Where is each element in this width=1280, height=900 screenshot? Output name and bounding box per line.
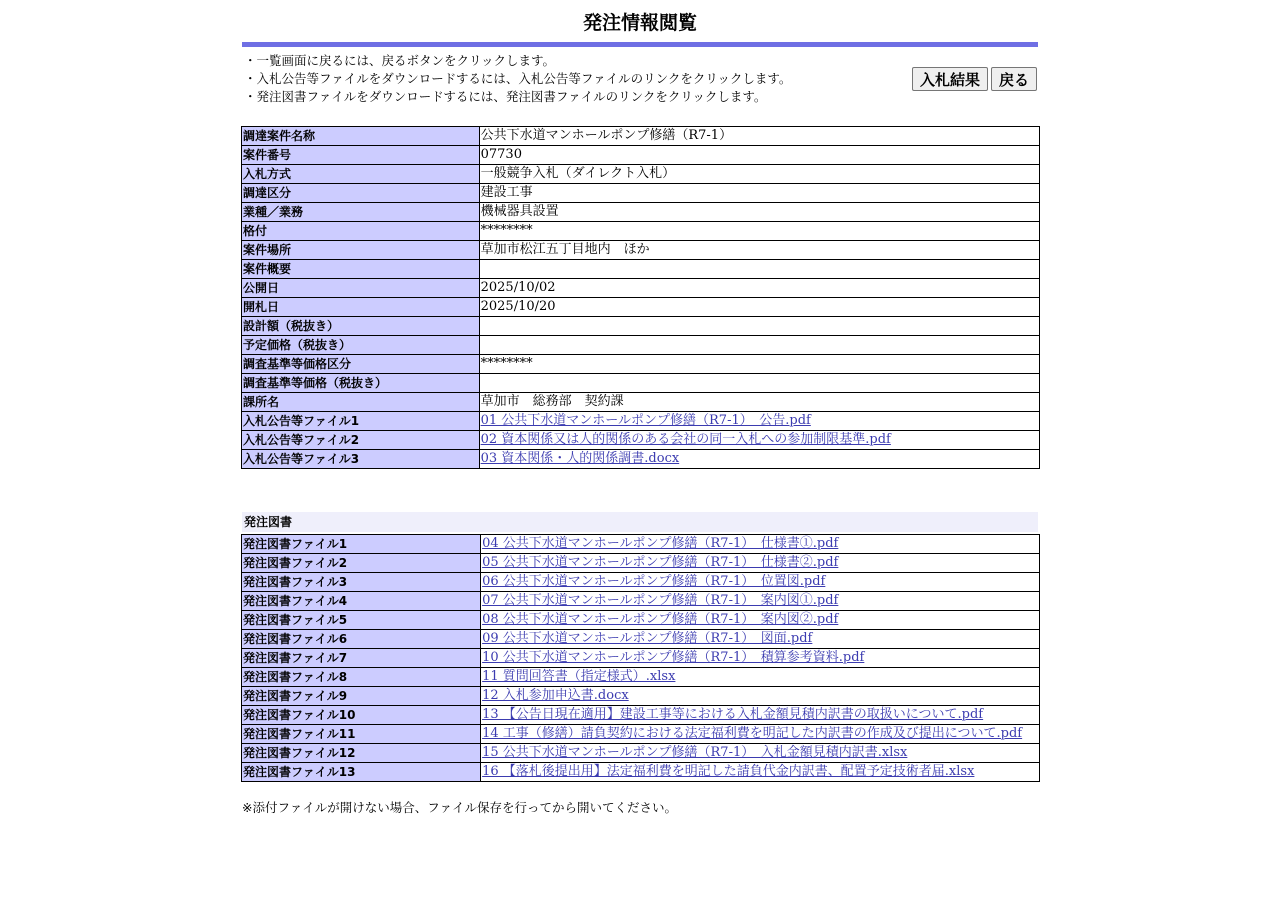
- row-value: 2025/10/20: [479, 298, 1039, 317]
- docs-file-row: [242, 649, 1040, 668]
- row-value: [481, 611, 1040, 630]
- row-label: 業種／業務: [242, 203, 480, 222]
- row-label: 予定価格（税抜き）: [242, 336, 480, 355]
- bid-result-button[interactable]: 入札結果: [912, 67, 988, 91]
- row-value: [479, 374, 1039, 393]
- row-label: 発注図書ファイル10: [242, 706, 481, 725]
- docs-file-row: [242, 706, 1040, 725]
- docs-file-row: [242, 535, 1040, 554]
- row-value: ********: [479, 222, 1039, 241]
- docs-file-row: [242, 763, 1040, 782]
- row-value: [481, 706, 1040, 725]
- docs-file-row: [242, 592, 1040, 611]
- row-value: 2025/10/02: [479, 279, 1039, 298]
- row-value: [481, 592, 1040, 611]
- row-label: 調査基準等価格（税抜き）: [242, 374, 480, 393]
- case-info-row: [242, 260, 1040, 279]
- row-label: 入札公告等ファイル3: [242, 450, 480, 469]
- row-value: 一般競争入札（ダイレクト入札）: [479, 165, 1039, 184]
- file-download-link[interactable]: 03 資本関係・人的関係調書.docx: [480, 451, 680, 466]
- row-value: [481, 649, 1040, 668]
- row-label: 発注図書ファイル6: [242, 630, 481, 649]
- file-download-link[interactable]: 09 公共下水道マンホールポンプ修繕（R7-1） 図面.pdf: [482, 631, 813, 646]
- row-value: 07730: [479, 146, 1039, 165]
- row-label: 発注図書ファイル8: [242, 668, 481, 687]
- row-label: 入札方式: [242, 165, 480, 184]
- notice-file-row: [242, 431, 1040, 450]
- row-value: [481, 554, 1040, 573]
- row-value: 建設工事: [479, 184, 1039, 203]
- row-label: 案件概要: [242, 260, 480, 279]
- file-download-link[interactable]: 04 公共下水道マンホールポンプ修繕（R7-1） 仕様書①.pdf: [482, 536, 839, 551]
- notice-file-row: [242, 412, 1040, 431]
- docs-file-row: [242, 573, 1040, 592]
- notice-file-row: [242, 450, 1040, 469]
- case-info-row: [242, 298, 1040, 317]
- row-label: 案件番号: [242, 146, 480, 165]
- file-download-link[interactable]: 05 公共下水道マンホールポンプ修繕（R7-1） 仕様書②.pdf: [482, 555, 839, 570]
- row-value: [479, 260, 1039, 279]
- row-label: 開札日: [242, 298, 480, 317]
- row-label: 設計額（税抜き）: [242, 317, 480, 336]
- row-label: 発注図書ファイル7: [242, 649, 481, 668]
- row-value: [479, 317, 1039, 336]
- row-label: 公開日: [242, 279, 480, 298]
- docs-file-row: [242, 687, 1040, 706]
- row-value: [481, 535, 1040, 554]
- file-download-link[interactable]: 12 入札参加申込書.docx: [482, 688, 629, 703]
- row-label: 格付: [242, 222, 480, 241]
- row-label: 調査基準等価格区分: [242, 355, 480, 374]
- case-info-row: [242, 393, 1040, 412]
- file-download-link[interactable]: 08 公共下水道マンホールポンプ修繕（R7-1） 案内図②.pdf: [482, 612, 839, 627]
- file-download-link[interactable]: 01 公共下水道マンホールポンプ修繕（R7-1） 公告.pdf: [480, 413, 811, 428]
- row-label: 発注図書ファイル11: [242, 725, 481, 744]
- docs-file-row: [242, 611, 1040, 630]
- row-label: 入札公告等ファイル2: [242, 431, 480, 450]
- file-download-link[interactable]: 02 資本関係又は人的関係のある会社の同一入札への参加制限基準.pdf: [480, 432, 891, 447]
- row-label: 発注図書ファイル13: [242, 763, 481, 782]
- file-download-link[interactable]: 07 公共下水道マンホールポンプ修繕（R7-1） 案内図①.pdf: [482, 593, 839, 608]
- row-value: 草加市松江五丁目地内 ほか: [479, 241, 1039, 260]
- row-label: 発注図書ファイル12: [242, 744, 481, 763]
- case-info-row: [242, 203, 1040, 222]
- docs-file-row: [242, 554, 1040, 573]
- instructions-panel: [242, 47, 1038, 131]
- row-label: 案件場所: [242, 241, 480, 260]
- case-info-table: [241, 126, 1040, 469]
- row-label: 課所名: [242, 393, 480, 412]
- file-download-link[interactable]: 13 【公告日現在適用】建設工事等における入札金額見積内訳書の取扱いについて.pdf: [482, 707, 984, 722]
- docs-file-row: [242, 725, 1040, 744]
- row-value: [481, 725, 1040, 744]
- file-download-link[interactable]: 10 公共下水道マンホールポンプ修繕（R7-1） 積算参考資料.pdf: [482, 650, 865, 665]
- case-info-row: [242, 241, 1040, 260]
- case-info-row: [242, 184, 1040, 203]
- file-download-link[interactable]: 14 工事（修繕）請負契約における法定福利費を明記した内訳書の作成及び提出について.pdf: [482, 726, 1023, 741]
- row-label: 発注図書ファイル1: [242, 535, 481, 554]
- row-value: [479, 412, 1039, 431]
- row-label: 発注図書ファイル4: [242, 592, 481, 611]
- instruction-line: ・発注図書ファイルをダウンロードするには、発注図書ファイルのリンクをクリックします。: [244, 89, 767, 104]
- docs-file-row: [242, 630, 1040, 649]
- instruction-line: ・入札公告等ファイルをダウンロードするには、入札公告等ファイルのリンクをクリックします。: [244, 71, 792, 86]
- row-value: [481, 668, 1040, 687]
- file-download-link[interactable]: 15 公共下水道マンホールポンプ修繕（R7-1） 入札金額見積内訳書.xlsx: [482, 745, 908, 760]
- file-download-link[interactable]: 16 【落札後提出用】法定福利費を明記した請負代金内訳書、配置予定技術者届.xlsx: [482, 764, 975, 779]
- back-button[interactable]: 戻る: [991, 67, 1037, 91]
- row-label: 発注図書ファイル3: [242, 573, 481, 592]
- case-info-row: [242, 317, 1040, 336]
- page-wrapper: [242, 0, 1038, 131]
- row-label: 調達区分: [242, 184, 480, 203]
- docs-file-row: [242, 744, 1040, 763]
- row-value: [479, 336, 1039, 355]
- row-value: [479, 450, 1039, 469]
- case-info-row: [242, 336, 1040, 355]
- file-download-link[interactable]: 06 公共下水道マンホールポンプ修繕（R7-1） 位置図.pdf: [482, 574, 826, 589]
- row-value: 機械器具設置: [479, 203, 1039, 222]
- case-info-row: [242, 279, 1040, 298]
- row-label: 発注図書ファイル9: [242, 687, 481, 706]
- case-info-row: [242, 355, 1040, 374]
- row-value: [479, 431, 1039, 450]
- row-value: [481, 687, 1040, 706]
- row-value: [481, 763, 1040, 782]
- file-download-link[interactable]: 11 質問回答書（指定様式）.xlsx: [482, 669, 676, 684]
- case-info-row: [242, 165, 1040, 184]
- case-info-row: [242, 374, 1040, 393]
- footer-note: ※添付ファイルが開けない場合、ファイル保存を行ってから開いてください。: [242, 800, 677, 815]
- row-label: 調達案件名称: [242, 127, 480, 146]
- docs-section-header: 発注図書: [242, 512, 1038, 532]
- row-label: 発注図書ファイル5: [242, 611, 481, 630]
- row-value: 草加市 総務部 契約課: [479, 393, 1039, 412]
- row-value: [481, 573, 1040, 592]
- row-label: 入札公告等ファイル1: [242, 412, 480, 431]
- instruction-line: ・一覧画面に戻るには、戻るボタンをクリックします。: [244, 53, 556, 68]
- page-title: 発注情報閲覧: [582, 12, 697, 34]
- docs-file-row: [242, 668, 1040, 687]
- row-value: [481, 630, 1040, 649]
- row-value: 公共下水道マンホールポンプ修繕（R7-1）: [479, 127, 1039, 146]
- case-info-row: [242, 222, 1040, 241]
- case-info-row: [242, 127, 1040, 146]
- row-label: 発注図書ファイル2: [242, 554, 481, 573]
- row-value: [481, 744, 1040, 763]
- case-info-row: [242, 146, 1040, 165]
- docs-files-table: [241, 534, 1040, 782]
- row-value: ********: [479, 355, 1039, 374]
